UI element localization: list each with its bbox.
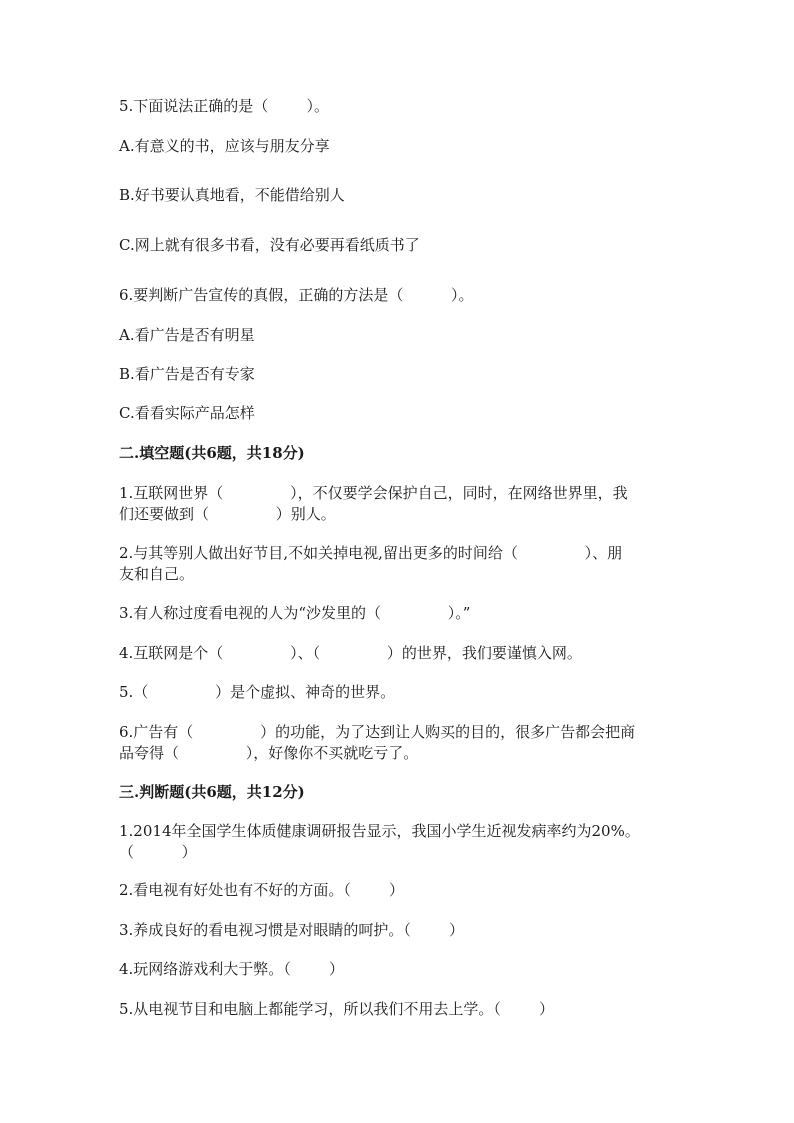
fill-q5: 5.（ ）是个虚拟、神奇的世界。 [119, 683, 396, 701]
fill-q2-line1: 2.与其等别人做出好节目,不如关掉电视,留出更多的时间给（ ）、朋 [119, 544, 623, 562]
fill-in-heading: 二.填空题(共6题，共18分) [119, 444, 305, 462]
fill-q6-line2: 品夸得（ ），好像你不买就吃亏了。 [119, 744, 419, 762]
fill-q6-line1: 6.广告有（ ）的功能，为了达到让人购买的目的，很多广告都会把商 [119, 723, 636, 741]
judge-q5: 5.从电视节目和电脑上都能学习，所以我们不用去上学。（ ） [119, 1000, 554, 1018]
judge-q1-line1: 1.2014年全国学生体质健康调研报告显示，我国小学生近视发病率约为20%。 [119, 822, 640, 840]
judge-q3: 3.养成良好的看电视习惯是对眼睛的呵护。（ ） [119, 921, 464, 939]
question-6-stem: 6.要判断广告宣传的真假，正确的方法是（ ）。 [119, 286, 474, 304]
judge-q2: 2.看电视有好处也有不好的方面。（ ） [119, 881, 404, 899]
question-6-option-a: A.看广告是否有明星 [119, 326, 255, 344]
fill-q4: 4.互联网是个（ ）、（ ）的世界，我们要谨慎入网。 [119, 644, 582, 662]
judge-heading: 三.判断题(共6题，共12分) [119, 783, 305, 801]
question-5-option-c: C.网上就有很多书看，没有必要再看纸质书了 [119, 236, 420, 254]
judge-q1-line2: （ ） [119, 843, 197, 861]
fill-q1-line1: 1.互联网世界（ ），不仅要学会保护自己，同时，在网络世界里，我 [119, 484, 628, 502]
fill-q2-line2: 友和自己。 [119, 565, 195, 583]
question-6-option-c: C.看看实际产品怎样 [119, 404, 255, 422]
question-5-option-b: B.好书要认真地看，不能借给别人 [119, 186, 345, 204]
question-6-option-b: B.看广告是否有专家 [119, 365, 255, 383]
judge-q4: 4.玩网络游戏利大于弊。（ ） [119, 960, 344, 978]
question-5-stem: 5.下面说法正确的是（ ）。 [119, 97, 329, 115]
question-5-option-a: A.有意义的书，应该与朋友分享 [119, 137, 330, 155]
fill-q1-line2: 们还要做到（ ）别人。 [119, 505, 336, 523]
fill-q3: 3.有人称过度看电视的人为“沙发里的（ ）。” [119, 604, 471, 622]
